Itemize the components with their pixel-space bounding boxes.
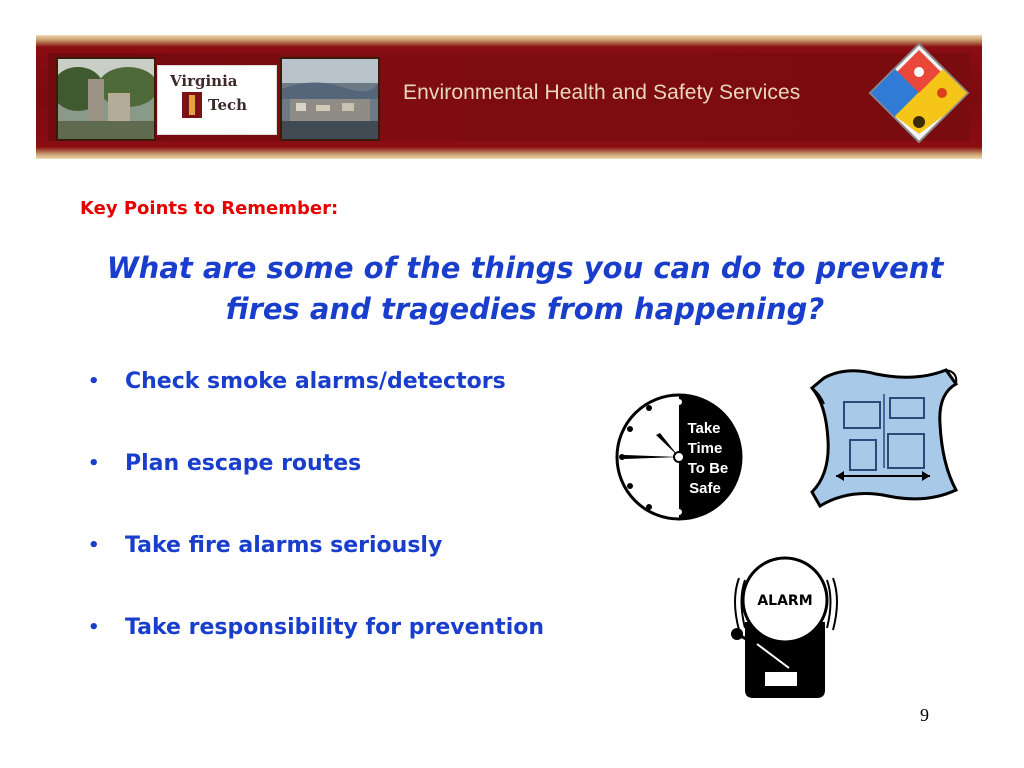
bullet-icon: • (88, 453, 100, 474)
list-item-text: Plan escape routes (125, 451, 362, 476)
hazard-diamond-icon (868, 42, 970, 144)
alarm-label: ALARM (757, 593, 813, 609)
logo-text-virginia: Virginia (170, 72, 238, 90)
list-item (88, 610, 544, 692)
key-points-heading: Key Points to Remember: (80, 198, 339, 219)
virginia-tech-logo (157, 65, 277, 135)
page-number: 9 (920, 705, 929, 725)
clock-text-line1: Take (687, 420, 721, 437)
header-banner (36, 35, 982, 159)
clock-text-line3: To Be (687, 460, 729, 477)
question-text: What are some of the things you can do to prevent fires and tragedies from happening? (106, 251, 944, 326)
list-item (88, 364, 544, 446)
list-item-text: Take fire alarms seriously (125, 533, 443, 558)
logo-text-tech: Tech (208, 96, 248, 114)
banner-title: Environmental Health and Safety Services (403, 81, 801, 104)
list-item (88, 446, 544, 528)
campus-photo-right (280, 57, 380, 141)
bullet-icon: • (88, 535, 100, 556)
list-item (88, 528, 544, 610)
vt-logo-mark-icon (182, 92, 202, 118)
bullet-icon: • (88, 617, 100, 638)
list-item-text: Check smoke alarms/detectors (125, 369, 506, 394)
fire-alarm-bell-icon (727, 550, 845, 700)
bullet-icon: • (88, 371, 100, 392)
clock-take-time-icon (612, 391, 747, 524)
clock-text-line2: Time (687, 440, 723, 457)
clock-text-line4: Safe (689, 480, 721, 497)
key-points-list (88, 364, 544, 692)
list-item-text: Take responsibility for prevention (125, 615, 545, 640)
escape-route-map-icon (806, 364, 962, 512)
campus-photo-left (56, 57, 156, 141)
